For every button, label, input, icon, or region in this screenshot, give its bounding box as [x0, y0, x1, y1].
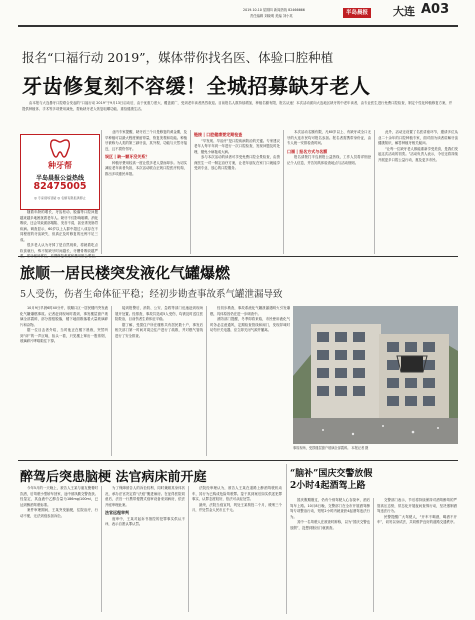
dui-col2-para: 为了保障被告人的诉讼权利，同时兼顾其身体状况，承办法官决定将“法庭”搬进病房。在征得医院同意后，法官一行携带便携式庭审设备来到病房，依法开庭审理此案。: [105, 486, 185, 507]
bus-col2-para: 民警提醒广大驾驶人，“开车不喝酒，喝酒不开车”，切勿以身试法，共同维护良好的道路交通秩序。: [377, 514, 457, 524]
column-divider: [206, 306, 207, 456]
lead-col4-para: 报名请拨打半岛晨报公益热线，工作人员将详细登记个人信息，并告知具体检查地点与活动细则。: [287, 155, 371, 165]
lead-column-4: [287, 130, 371, 254]
gas-column-2: [115, 306, 203, 454]
lead-column-1: [20, 210, 98, 253]
dui-col3-para: 最终，法院当庭宣判，判处王某拘役二个月，缓刑三个月，并处罚金人民币五千元。: [192, 502, 282, 512]
photo-caption: 事故现场，受损楼层窗户玻璃全部震碎。 本报记者 摄: [293, 446, 369, 450]
editor-line: 责任编辑 刘晓明 美编 刘小英: [250, 14, 293, 18]
lead-col4-subhead: 口福 | 报名方式与名额: [287, 148, 328, 154]
gas-headline: 旅顺一居民楼突发液化气罐爆燃: [20, 264, 231, 282]
column-divider: [111, 306, 112, 456]
hotline-number: 82475005: [33, 181, 87, 192]
hotline-caption: ◎ 专家现场答疑 ◎ 名额有限报满即止: [34, 196, 86, 200]
column-divider: [101, 130, 102, 254]
dui-col1-para: 今年5月的一天晚上，被告人王某与朋友聚餐时饮酒，后驾驶小型轿车回家，途中被执勤交警查获。经鉴定，其血液中乙醇含量为186mg/100ml，已达到醉酒驾驶标准。: [20, 486, 98, 507]
lead-col2-para: 业内专家提醒，缺牙后三个月是修复的黄金期，及早种植可以最大程度保留骨量，恢复美观和功能。种植牙被称为人类的第三副牙齿，其外观、功能与天然牙接近，且不损伤邻牙。: [105, 130, 187, 151]
building-illustration: [293, 306, 458, 444]
dui-col1-para: 案件审理期间，王某突发脑梗，住院治疗，行动不便，无法到庭参加诉讼。: [20, 508, 98, 518]
dui-col2-subhead: 法官远程审判: [105, 510, 129, 515]
lead-col5-para: 此外，活动还设置了名医讲座环节，邀请多位从业二十余年的口腔种植专家，面对面为读者讲解牙齿健康知识，解答种植牙相关疑问。: [378, 130, 458, 145]
bus-col1-para: 国庆假期刚过，仍有个别驾驶人心存侥幸，酒后驾车上路。10月8日晚，交警部门在全市开展酒驾醉驾专项整治行动，短短2小时内就查获4起酒驾违法行为。: [290, 498, 370, 519]
lead-column-5: [378, 130, 458, 254]
column-divider: [373, 498, 374, 612]
lead-col3-subhead: 链接 | 口腔健康要定期检查: [194, 132, 243, 137]
bus-column-2: [377, 498, 457, 612]
dui-col3-para: 法院经审理认为，被告人王某在道路上醉酒驾驶机动车，其行为已构成危险驾驶罪。鉴于其到案后如实供述犯罪事实，认罪态度较好，依法可从轻处罚。: [192, 486, 282, 501]
masthead: [0, 0, 475, 26]
dui-col2-para: 庭审中，王某对起诉书指控的犯罪事实供认不讳，表示自愿认罪认罚。: [105, 516, 185, 526]
hotline-title: 半岛晨报公益热线: [35, 175, 84, 182]
lead-col3-para: “早发现、早治疗”是口腔疾病防治的关键。专家建议老年人每半年到一年进行一次口腔检查，发现问题及时处理，避免小病拖成大病。: [194, 138, 280, 154]
tooth-icon: [48, 137, 72, 159]
hotline-brand: 种牙帮: [48, 160, 72, 170]
page-number: A03: [421, 2, 450, 17]
gas-col3-para: 消防部门提醒，冬季即将来临，市民使用液化气时务必注意通风，定期检查管线和阀门，发现异味时切勿开关电器，应立即关闭气源并撤离。: [210, 317, 290, 332]
bus-headline: “脑补”国庆交警放假 2小时4起酒驾上路: [290, 469, 373, 491]
section-rule: [18, 256, 458, 257]
column-divider: [283, 130, 284, 254]
section-rule: [18, 460, 458, 461]
gas-col1-para: 据一位目击者介绍，当时他正在楼下晨练，突然听到“砰”的一声巨响，抬头一看，只见楼上窜出一股浓烟，玻璃碎片哗啦啦往下掉。: [20, 328, 108, 343]
column-divider: [101, 486, 102, 612]
lead-col2-subhead: 误区 | 缺一颗牙没关系？: [105, 154, 150, 159]
lead-col4-para: 本次活动名额有限，凡60岁以上、有缺牙或全口无牙的大连市民均可报名参加。报名者需携带身份证，由专人统一安排检查时间。: [287, 130, 371, 145]
dui-headline: 醉驾后突患脑梗 法官病床前开庭: [20, 470, 207, 485]
bus-col2-para: 交警部门表示，节后将持续保持对酒驾醉驾的严管高压态势，常态化开展夜间查缉行动，坚决遏制酒驾违法行为。: [377, 498, 457, 513]
date-line: 2019.10.10 星期四 新闻热线 82466666: [243, 8, 305, 12]
lead-col1-para: 随着年龄的增长，牙齿松动、脱落等口腔问题越来越多地困扰着老年人。缺牙不仅影响咀嚼、消化吸收，还会导致面部塌陷、发音不清，甚至诱发肠胃疾病。调查显示，60岁以上人群中超过八成存在不同程度的牙齿缺失，但真正及时修复的比例不足三成。: [20, 210, 98, 242]
lead-col5-para: “让每一位缺牙老人都能重新享受美食，是我们发起这次活动的初衷。”活动负责人表示，今后还将持续开展更多口腔公益行动，惠及更多市民。: [378, 146, 458, 162]
column-divider: [374, 130, 375, 254]
dui-column-3: [192, 486, 282, 612]
lead-column-3: [194, 130, 280, 254]
gas-column-3: [210, 306, 290, 454]
lead-intro: 由本报与大连暴牙口腔联合发起的“口福行动 2019”于9月13日启动后，由于优惠力度大、覆盖面广，受到老年读者热烈欢迎。目前报名人数持续增加，种植名额有限，报名从速！本次活动面向大连地区缺牙的中老年读者，由专业医生进行免费口腔检查，制定个性化种植修复方案，并提供种植体、手术等多项费用减免，帮助缺牙老人恢复咀嚼功能、重拾健康生活。: [22, 101, 453, 111]
bus-column-1: [290, 498, 370, 612]
lead-col2-para: 种植牙费用较高一度让很多老人望而却步。为切实减轻老年读者负担，本次活动联合正规口腔医疗机构，推出多项惠民举措。: [105, 160, 187, 176]
gas-col3-para: 经初步勘查，事故系液化气罐泄漏遇明火引发爆燃，具体原因仍在进一步调查中。: [210, 306, 290, 316]
lead-col1-para: 很多老人认为牙掉了是自然现象，将就着吃点软食就行，殊不知缺牙时间越长，牙槽骨吸收越严: [20, 243, 98, 253]
lead-col3-para: 参与本次活动的读者可享受免费口腔全景检查，由资深医生一对一制定治疗方案，让老年朋友在家门口就能享受到专业、放心的口腔服务。: [194, 155, 280, 170]
gas-subhead: 5人受伤，伤者生命体征平稳；经初步勘查事故系气罐泄漏导致: [20, 289, 283, 300]
column-divider: [188, 486, 189, 612]
hotline-box: [20, 134, 100, 210]
city-label: 大连: [393, 5, 415, 18]
dui-column-2: [105, 486, 185, 612]
lead-column-2: [105, 130, 187, 254]
accident-photo: [293, 306, 458, 444]
bus-col1-para: 其中一名驾驶人在被查时辩称，以为“国庆交警也放假”，没想到刚出门就被查。: [290, 520, 370, 530]
paper-name: 半岛晨报: [343, 8, 371, 18]
gas-col2-para: 据了解，受损住户所在楼栋共有居民数十户，事发后相关部门第一时间对周边住户进行了疏散，并对燃气管线进行了安全排查。: [115, 322, 203, 338]
dui-column-1: [20, 486, 98, 612]
masthead-rule: [18, 25, 458, 27]
gas-column-1: [20, 306, 108, 454]
lead-headline: 牙齿修复刻不容缓！全城招募缺牙老人: [22, 74, 371, 98]
column-divider: [190, 130, 191, 254]
column-divider: [286, 464, 287, 614]
gas-col1-para: 10月9日早晨6时40分许，旅顺口区一居民楼内突发液化气罐爆燃事故。记者赶到现场时看到，事发楼层窗户玻璃全部震碎，部分窗框脱落，楼下地面散落着大量玻璃碎片和杂物。: [20, 306, 108, 327]
gas-col2-para: 接到报警后，消防、公安、急救等部门迅速赶到现场展开处置。经排查，事故共造成5人受伤，均被及时送往医院救治，目前伤者生命体征平稳。: [115, 306, 203, 321]
lead-kicker: 报名“口福行动 2019”，媒体带你找名医、体验口腔种植: [22, 50, 334, 65]
